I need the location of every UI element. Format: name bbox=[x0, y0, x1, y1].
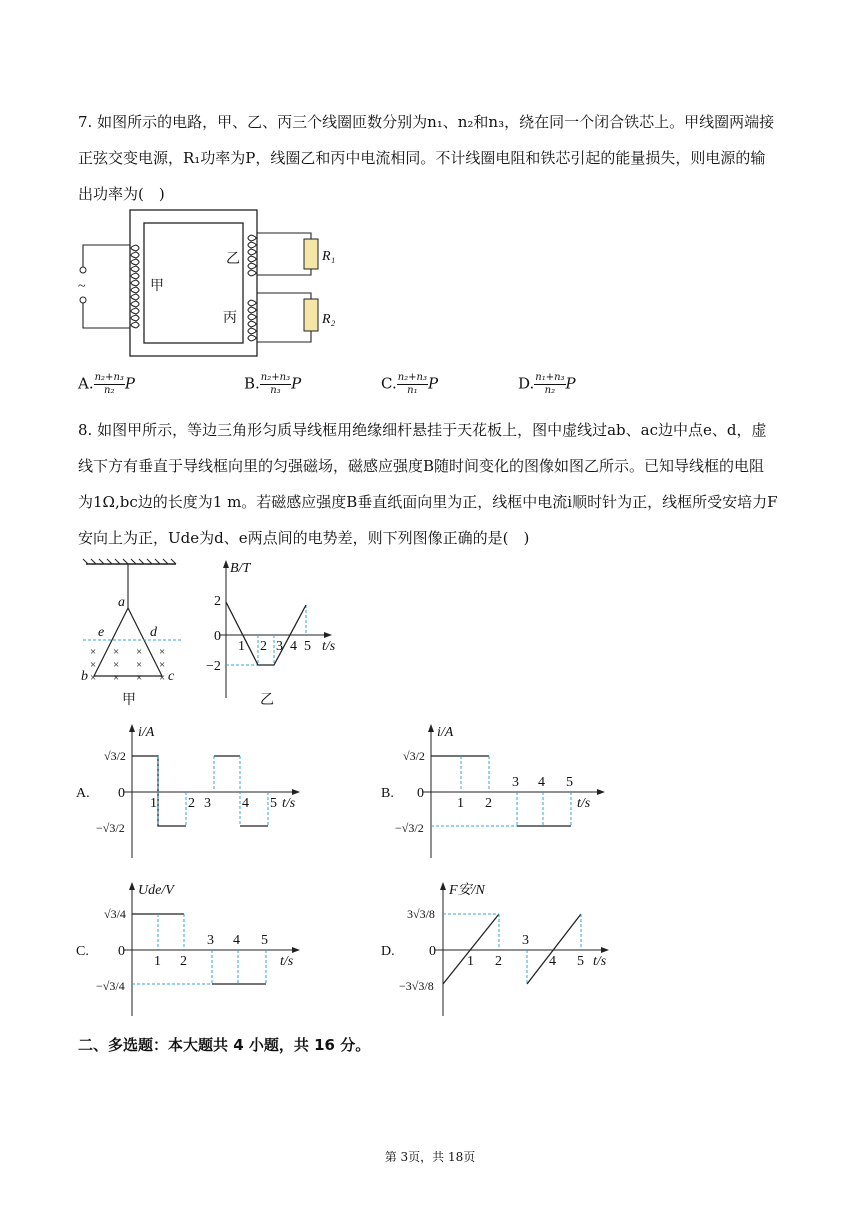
graph-label-3: 0 bbox=[118, 786, 125, 801]
graph-label-10: t/s bbox=[282, 796, 296, 811]
graph-label-11: B. bbox=[381, 786, 394, 801]
graph-label-8: 4 bbox=[242, 796, 249, 811]
b-t-graph bbox=[200, 558, 340, 708]
graph-label-12: i/A bbox=[437, 725, 454, 740]
graph-label-40: 3 bbox=[522, 933, 529, 948]
svg-text:×: × bbox=[136, 672, 143, 684]
graph-label-18: 3 bbox=[512, 775, 519, 790]
graph-label-1: i/A bbox=[138, 725, 155, 740]
svg-text:×: × bbox=[113, 659, 120, 671]
graph-label-15: −√3/2 bbox=[395, 821, 424, 835]
graph-label-25: 0 bbox=[118, 944, 125, 959]
point-c: c bbox=[168, 669, 175, 684]
question-8-text: 8. 如图甲所示，等边三角形匀质导线框用绝缘细杆悬挂于天花板上，图中虚线过ab、ac边中点e、d，虚线下方有垂直于导线框向里的匀强磁场，磁感应强度B随时间变化的图像如图乙所示。已知导线框的电阻为1Ω,bc边的长度为1 m。若磁感应强度B垂直纸面向里为正，线框中电流i顺时针为正，线框所受安培力F安向上为正，Ude为d、e两点间的电势差，则下列图像正确的是( ) bbox=[78, 421, 778, 547]
caption-jia: 甲 bbox=[122, 693, 136, 708]
graph-label-32: t/s bbox=[280, 954, 294, 969]
svg-text:×: × bbox=[136, 659, 143, 671]
graph-label-4: −√3/2 bbox=[96, 821, 125, 835]
b-tick-1: 1 bbox=[238, 639, 245, 654]
graph-label-31: 5 bbox=[261, 933, 268, 948]
b-bottom-value: −2 bbox=[206, 659, 221, 674]
graph-label-21: t/s bbox=[577, 796, 591, 811]
b-tick-4: 4 bbox=[290, 639, 297, 654]
b-tick-3: 3 bbox=[276, 639, 283, 654]
b-tick-2: 2 bbox=[260, 639, 267, 654]
graph-label-7: 3 bbox=[204, 796, 211, 811]
svg-text:×: × bbox=[136, 646, 143, 658]
section-heading: 二、多选题：本大题共 4 小题，共 16 分。 bbox=[78, 1036, 371, 1054]
graph-label-43: t/s bbox=[593, 954, 607, 969]
graph-label-2: √3/2 bbox=[104, 749, 126, 763]
graph-label-0: A. bbox=[76, 786, 90, 801]
graph-label-37: −3√3/8 bbox=[399, 979, 434, 993]
svg-text:×: × bbox=[159, 672, 166, 684]
graph-label-33: D. bbox=[381, 944, 395, 959]
graph-label-20: 5 bbox=[566, 775, 573, 790]
graph-label-6: 2 bbox=[188, 796, 195, 811]
b-zero: 0 bbox=[214, 629, 221, 644]
graph-label-38: 1 bbox=[467, 954, 474, 969]
graph-label-24: √3/4 bbox=[104, 907, 126, 921]
svg-text:×: × bbox=[159, 659, 166, 671]
option-b-graph[interactable] bbox=[381, 720, 621, 860]
svg-text:×: × bbox=[90, 672, 97, 684]
transformer-circuit-figure bbox=[78, 205, 398, 365]
graph-label-36: 0 bbox=[429, 944, 436, 959]
caption-yi: 乙 bbox=[260, 693, 274, 708]
ac-source-symbol: ~ bbox=[78, 279, 86, 294]
label-bing: 丙 bbox=[223, 311, 237, 326]
svg-text:×: × bbox=[113, 672, 120, 684]
label-r2: R₂ bbox=[322, 312, 336, 327]
coil-jia bbox=[131, 245, 139, 328]
graph-label-27: 1 bbox=[154, 954, 161, 969]
b-axis-label: B/T bbox=[230, 561, 251, 576]
graph-label-30: 4 bbox=[233, 933, 240, 948]
graph-label-34: F安/N bbox=[449, 883, 485, 898]
graph-label-17: 2 bbox=[485, 796, 492, 811]
q7-option-b[interactable]: B. $\frac{\text{n₂+n₃}}{\text{n₃}}$ P bbox=[244, 372, 302, 396]
graph-label-14: 0 bbox=[417, 786, 424, 801]
svg-text:×: × bbox=[90, 646, 97, 658]
graph-label-42: 5 bbox=[577, 954, 584, 969]
graph-label-26: −√3/4 bbox=[96, 979, 125, 993]
triangle-frame-figure bbox=[78, 558, 188, 708]
point-e: e bbox=[98, 625, 105, 640]
graph-label-28: 2 bbox=[180, 954, 187, 969]
label-r1: R₁ bbox=[322, 249, 336, 264]
b-top-value: 2 bbox=[214, 594, 221, 609]
resistor-r1 bbox=[304, 239, 318, 269]
option-a-graph[interactable] bbox=[76, 720, 316, 860]
label-yi: 乙 bbox=[226, 252, 240, 267]
graph-label-22: C. bbox=[76, 944, 89, 959]
resistor-r2 bbox=[304, 299, 318, 331]
option-c-graph[interactable] bbox=[76, 878, 316, 1018]
question-7-text: 7. 如图所示的电路，甲、乙、丙三个线圈匝数分别为n₁、n₂和n₃，绕在同一个闭合铁芯上。甲线圈两端接正弦交变电源，R₁功率为P，线圈乙和丙中电流相同。不计线圈电阻和铁芯引起的能量损失，则电源的输出功率为( ) bbox=[78, 113, 775, 203]
graph-label-39: 2 bbox=[495, 954, 502, 969]
graph-label-16: 1 bbox=[457, 796, 464, 811]
label-jia: 甲 bbox=[150, 279, 164, 294]
point-a: a bbox=[118, 595, 125, 610]
graph-label-41: 4 bbox=[549, 954, 556, 969]
graph-label-5: 1 bbox=[150, 796, 157, 811]
svg-text:×: × bbox=[90, 659, 97, 671]
graph-label-9: 5 bbox=[270, 796, 277, 811]
graph-label-35: 3√3/8 bbox=[407, 907, 435, 921]
q7-option-c[interactable]: C. $\frac{\text{n₂+n₃}}{\text{n₁}}$ P bbox=[381, 372, 439, 396]
b-tick-5: 5 bbox=[304, 639, 311, 654]
q7-option-a[interactable]: A. $\frac{\text{n₂+n₃}}{\text{n₂}}$ P bbox=[78, 372, 135, 396]
graph-label-13: √3/2 bbox=[403, 749, 425, 763]
b-t-axis-label: t/s bbox=[322, 639, 336, 654]
page-footer: 第 3页，共 18页 bbox=[384, 1150, 476, 1164]
svg-text:×: × bbox=[113, 646, 120, 658]
graph-label-29: 3 bbox=[207, 933, 214, 948]
option-d-graph[interactable] bbox=[381, 878, 621, 1018]
point-b: b bbox=[81, 669, 88, 684]
svg-text:×: × bbox=[159, 646, 166, 658]
q7-option-d[interactable]: D. $\frac{\text{n₁+n₃}}{\text{n₂}}$ P bbox=[518, 372, 576, 396]
graph-label-23: Ude/V bbox=[138, 883, 174, 898]
point-d: d bbox=[150, 625, 157, 640]
graph-label-19: 4 bbox=[538, 775, 545, 790]
